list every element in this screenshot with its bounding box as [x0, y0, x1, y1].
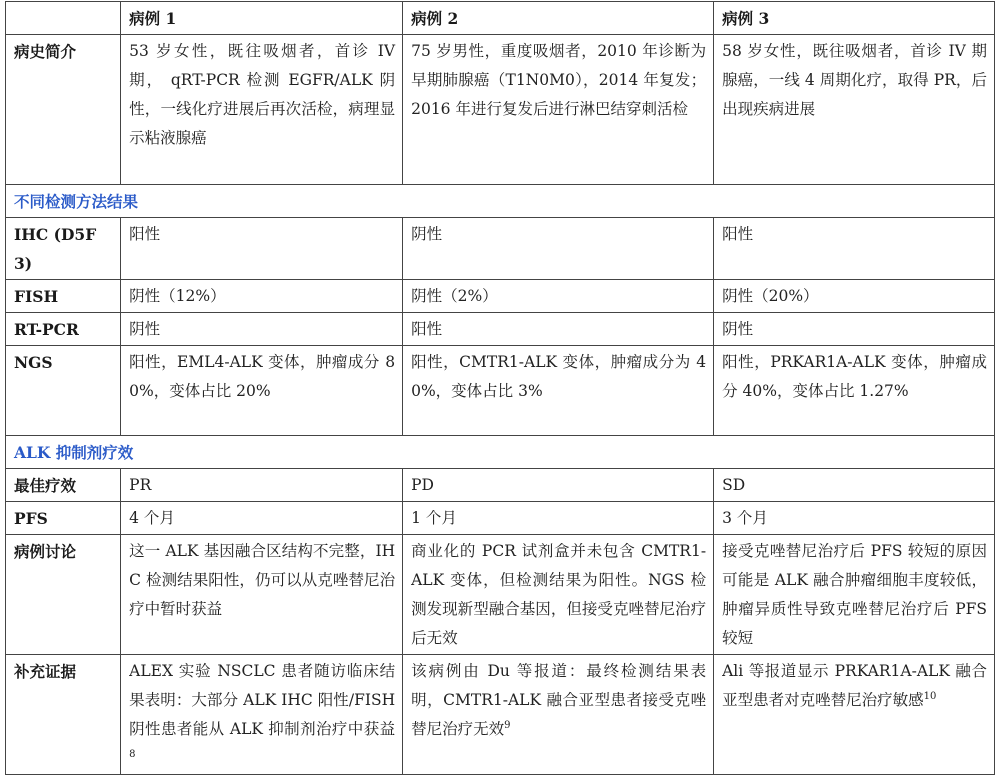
- history-case1: 53 岁女性，既往吸烟者，首诊 IV 期， qRT-PCR 检测 EGFR/ALK 阴性，一线化疗进展后再次活检，病理显示粘液腺癌: [121, 35, 403, 185]
- table-row-discussion: [6, 535, 995, 655]
- ngs-case2: 阳性，CMTR1-ALK 变体，肿瘤成分为 40%，变体占比 3%: [403, 346, 714, 436]
- ihc-case3: 阳性: [714, 218, 995, 280]
- table-row-ihc: [6, 218, 995, 280]
- evidence-case3-ref: 10: [923, 690, 937, 702]
- ihc-case2: 阴性: [403, 218, 714, 280]
- row-label-fish: FISH: [6, 280, 121, 313]
- row-label-discussion: 病例讨论: [6, 535, 121, 655]
- row-label-best-response: 最佳疗效: [6, 469, 121, 502]
- evidence-case2-text: 该病例由 Du 等报道：最终检测结果表明，CMTR1-ALK 融合亚型患者接受克唑替尼治疗无效: [411, 662, 707, 738]
- evidence-case2-ref: 9: [504, 719, 511, 731]
- discussion-case3: 接受克唑替尼治疗后 PFS 较短的原因可能是 ALK 融合肿瘤细胞丰度较低，肿瘤异质性导致克唑替尼治疗后 PFS 较短: [714, 535, 995, 655]
- pfs-case3: 3 个月: [714, 502, 995, 535]
- pfs-case1: 4 个月: [121, 502, 403, 535]
- table-row-history: [6, 35, 995, 185]
- best-response-case2: PD: [403, 469, 714, 502]
- header-case3: 病例 3: [714, 2, 995, 35]
- section-title-methods: 不同检测方法结果: [6, 185, 995, 218]
- evidence-case3-text: Ali 等报道显示 PRKAR1A-ALK 融合亚型患者对克唑替尼治疗敏感: [722, 662, 987, 709]
- evidence-case3-cell: [714, 655, 995, 775]
- header-blank-cell: [6, 2, 121, 35]
- row-label-history: 病史简介: [6, 35, 121, 185]
- discussion-case2: 商业化的 PCR 试剂盒并未包含 CMTR1-ALK 变体，但检测结果为阳性。NGS 检测发现新型融合基因，但接受克唑替尼治疗后无效: [403, 535, 714, 655]
- discussion-case1: 这一 ALK 基因融合区结构不完整，IHC 检测结果阳性，仍可以从克唑替尼治疗中暂时获益: [121, 535, 403, 655]
- row-label-ngs: NGS: [6, 346, 121, 436]
- rtpcr-case2: 阳性: [403, 313, 714, 346]
- row-label-evidence: 补充证据: [6, 655, 121, 775]
- fish-case2: 阴性（2%）: [403, 280, 714, 313]
- row-label-rtpcr: RT-PCR: [6, 313, 121, 346]
- history-case2: 75 岁男性，重度吸烟者，2010 年诊断为早期肺腺癌（T1N0M0），2014 年复发；2016 年进行复发后进行淋巴结穿刺活检: [403, 35, 714, 185]
- row-label-ihc: IHC (D5F3): [6, 218, 121, 280]
- best-response-case3: SD: [714, 469, 995, 502]
- evidence-case2-cell: [403, 655, 714, 775]
- section-title-efficacy: ALK 抑制剂疗效: [6, 436, 995, 469]
- fish-case1: 阴性（12%）: [121, 280, 403, 313]
- rtpcr-case3: 阴性: [714, 313, 995, 346]
- section-row-methods: [6, 185, 995, 218]
- ngs-case1: 阳性，EML4-ALK 变体，肿瘤成分 80%，变体占比 20%: [121, 346, 403, 436]
- row-label-pfs: PFS: [6, 502, 121, 535]
- best-response-case1: PR: [121, 469, 403, 502]
- table-row-ngs: [6, 346, 995, 436]
- table-row-pfs: [6, 502, 995, 535]
- fish-case3: 阴性（20%）: [714, 280, 995, 313]
- table-row-fish: [6, 280, 995, 313]
- header-case1: 病例 1: [121, 2, 403, 35]
- pfs-case2: 1 个月: [403, 502, 714, 535]
- table-row-best-response: [6, 469, 995, 502]
- evidence-case1-cell: [121, 655, 403, 775]
- table-header-row: [6, 2, 995, 35]
- case-comparison-table: [5, 1, 995, 775]
- ihc-case1: 阳性: [121, 218, 403, 280]
- history-case3: 58 岁女性，既往吸烟者，首诊 IV 期腺癌，一线 4 周期化疗，取得 PR，后出现疾病进展: [714, 35, 995, 185]
- header-case2: 病例 2: [403, 2, 714, 35]
- table-row-evidence: [6, 655, 995, 775]
- ngs-case3: 阳性，PRKAR1A-ALK 变体，肿瘤成分 40%，变体占比 1.27%: [714, 346, 995, 436]
- evidence-case1-text: ALEX 实验 NSCLC 患者随访临床结果表明：大部分 ALK IHC 阳性/FISH 阴性患者能从 ALK 抑制剂治疗中获益: [129, 662, 396, 738]
- table-row-rtpcr: [6, 313, 995, 346]
- rtpcr-case1: 阴性: [121, 313, 403, 346]
- section-row-efficacy: [6, 436, 995, 469]
- evidence-case1-ref: 8: [129, 748, 136, 760]
